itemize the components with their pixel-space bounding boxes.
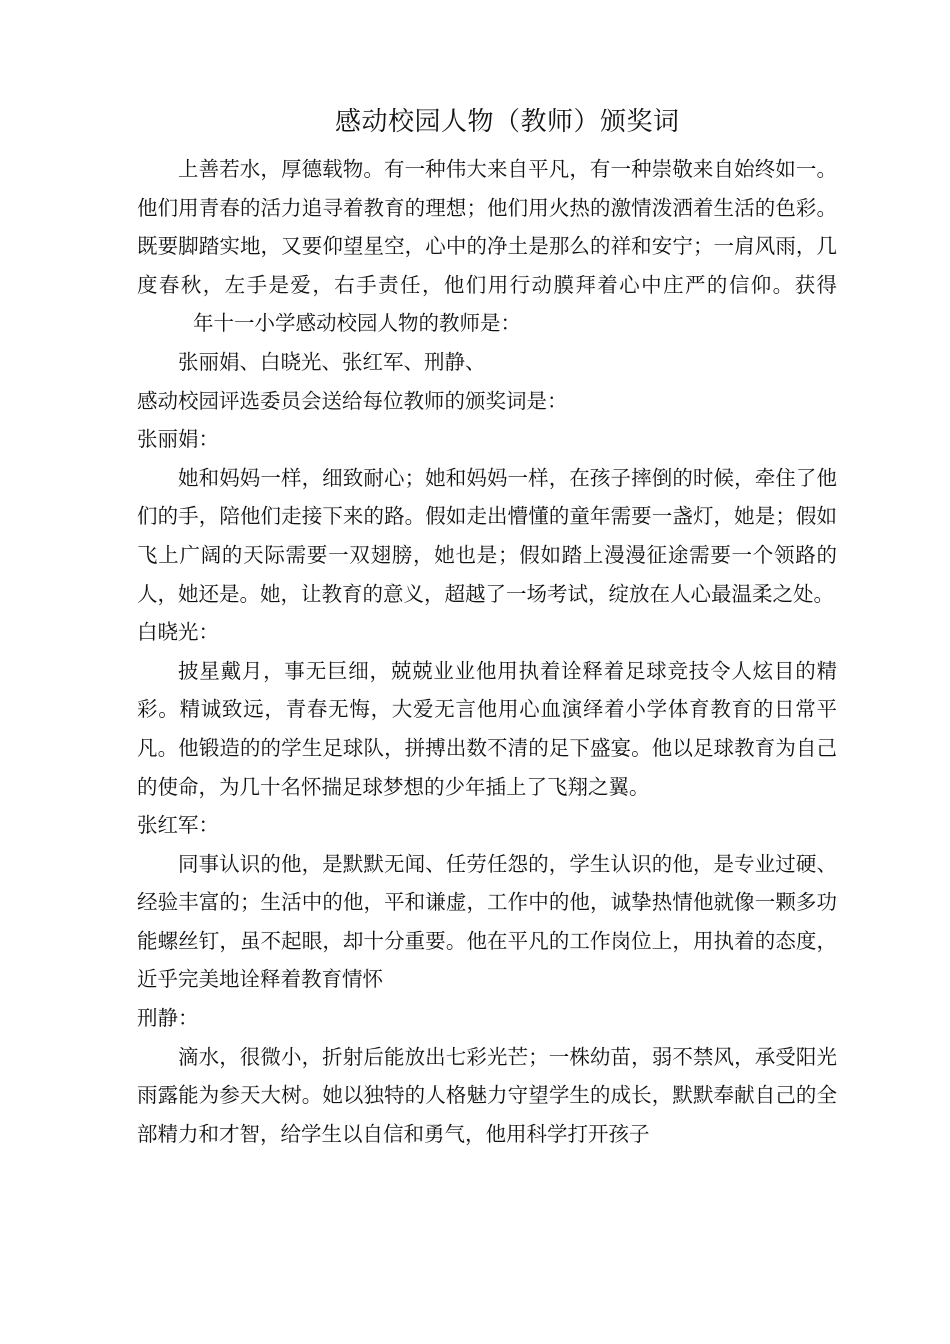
section-name-bai-xiaoguang: 白晓光： xyxy=(137,620,219,645)
intro-text-before-gap: 上善若水，厚德载物。有一种伟大来自平凡，有一种崇敬来自始终如一。他们用青春的活力追寻着教育的理想；他们用火热的激情泼洒着生活的色彩。既要脚踏实地，又要仰望星空，心中的净土是那么的祥和安宁；一肩风雨，几度春秋，左手是爱，右手责任，他们用行动膜拜着心中庄严的信仰。获得 xyxy=(137,157,837,297)
document-page xyxy=(137,100,837,1153)
intro-text-after-gap: 年十一小学感动校园人物的教师是： xyxy=(193,311,521,336)
section-text-zhang-lijuan: 她和妈妈一样，细致耐心；她和妈妈一样，在孩子摔倒的时候，牵住了他们的手，陪他们走接下来的路。假如走出懵懂的童年需要一盏灯，她是；假如飞上广阔的天际需要一双翅膀，她也是；假如踏上漫漫征途需要一个领路的人，她还是。她，让教育的意义，超越了一场考试，绽放在人心最温柔之处。 xyxy=(137,465,837,606)
honoree-list: 张丽娟、白晓光、张红军、刑静、 xyxy=(178,349,486,374)
section-text-zhang-hongjun: 同事认识的他，是默默无闻、任劳任怨的，学生认识的他，是专业过硬、经验丰富的；生活中的他，平和谦虚，工作中的他，诚挚热情他就像一颗多功能螺丝钉，虽不起眼，却十分重要。他在平凡的工作岗位上，用执着的态度，近乎完美地诠释着教育情怀 xyxy=(137,851,837,992)
document-title: 感动校园人物（教师）颁奖词 xyxy=(335,107,680,137)
committee-line: 感动校园评选委员会送给每位教师的颁奖词是： xyxy=(137,388,568,413)
section-name-zhang-hongjun: 张红军： xyxy=(137,813,219,838)
section-text-xing-jing: 滴水，很微小，折射后能放出七彩光芒；一株幼苗，弱不禁风，承受阳光雨露能为参天大树。她以独特的人格魅力守望学生的成长，默默奉献自己的全部精力和才智，给学生以自信和勇气，他用科学打开孩子 xyxy=(137,1044,837,1146)
section-name-zhang-lijuan: 张丽娟： xyxy=(137,427,219,452)
section-text-bai-xiaoguang: 披星戴月，事无巨细，兢兢业业他用执着诠释着足球竞技令人炫目的精彩。精诚致远，青春无悔，大爱无言他用心血演绎着小学体育教育的日常平凡。他锻造的的学生足球队，拼搏出数不清的足下盛宴。他以足球教育为自己的使命，为几十名怀揣足球梦想的少年插上了飞翔之翼。 xyxy=(137,658,837,799)
section-name-xing-jing: 刑静： xyxy=(137,1006,199,1031)
intro-paragraph xyxy=(137,150,837,343)
